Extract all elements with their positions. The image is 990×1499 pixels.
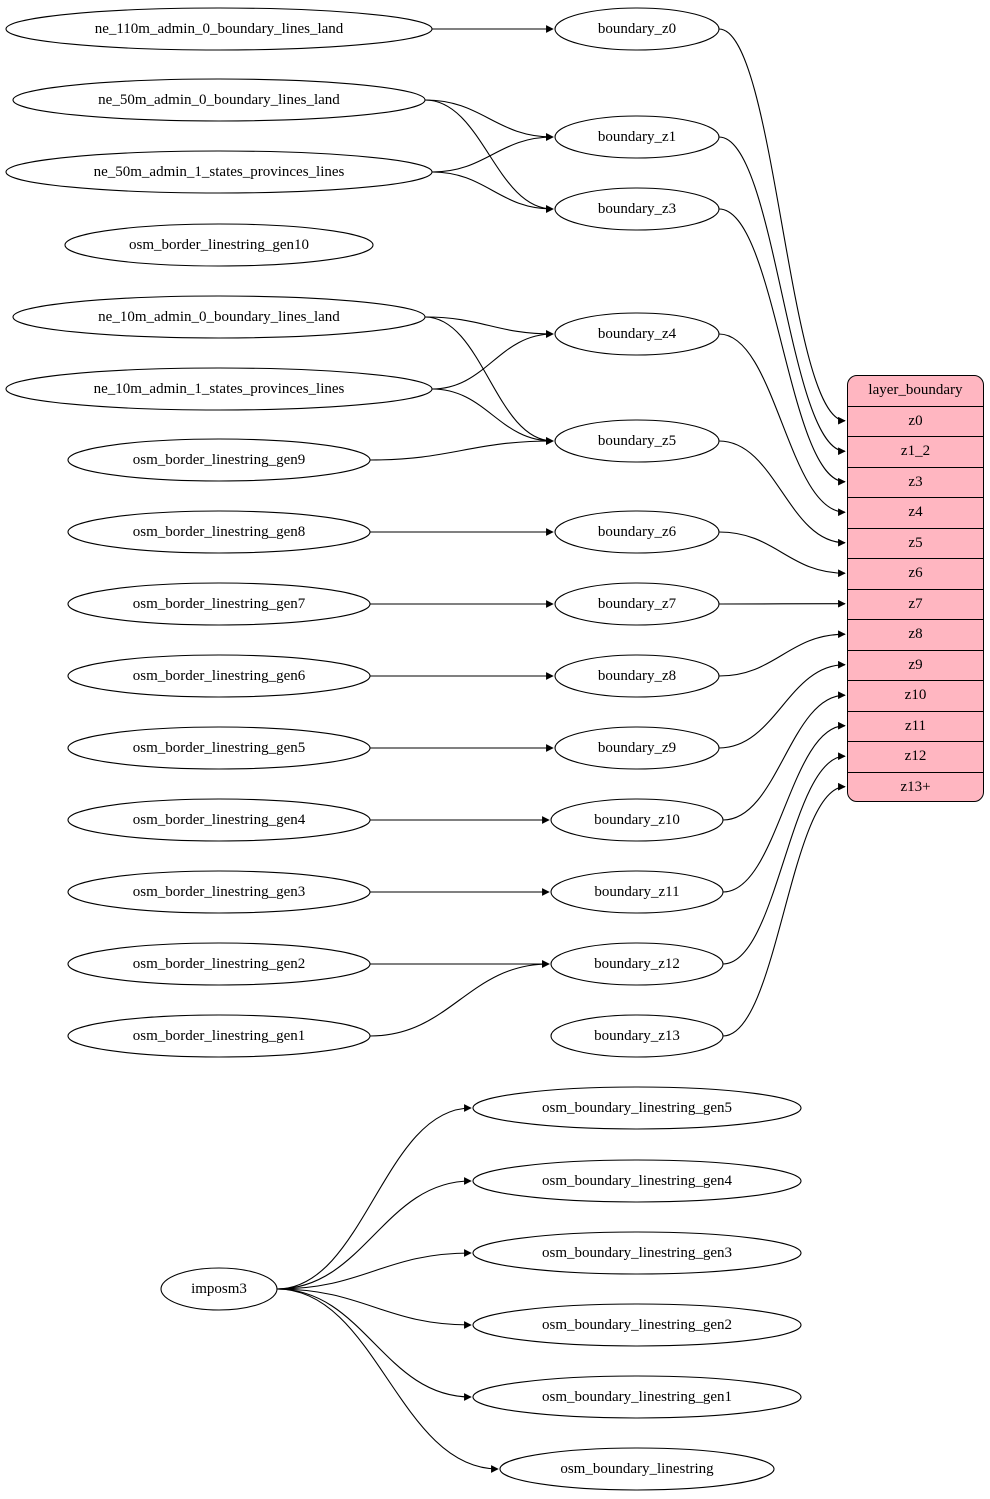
edge-bz8-to-layer_z8 xyxy=(719,634,845,676)
node-ellipse-bz10 xyxy=(551,799,723,841)
layer-row-z6: z6 xyxy=(848,559,983,590)
node-label-ne50s: ne_50m_admin_1_states_provinces_lines xyxy=(93,163,345,180)
node-ellipse-bz8 xyxy=(555,655,719,697)
node-ellipse-gen10 xyxy=(65,224,373,266)
node-label-ob5: osm_boundary_linestring_gen5 xyxy=(542,1099,732,1116)
node-ellipse-gen2 xyxy=(68,943,370,985)
node-label-bz10: boundary_z10 xyxy=(594,811,680,828)
edge-ne50b-to-bz1 xyxy=(425,100,553,137)
node-ellipse-bz12 xyxy=(551,943,723,985)
node-label-bz12: boundary_z12 xyxy=(594,955,680,972)
node-ellipse-gen6 xyxy=(68,655,370,697)
node-ellipse-ob0 xyxy=(500,1448,774,1490)
edge-ne10s-to-bz5 xyxy=(432,389,553,441)
node-shapes xyxy=(6,8,801,1490)
node-label-bz9: boundary_z9 xyxy=(597,739,677,756)
layer-row-z11: z11 xyxy=(848,712,983,743)
layer-row-z5: z5 xyxy=(848,529,983,560)
node-label-ne50b: ne_50m_admin_0_boundary_lines_land xyxy=(98,91,340,108)
node-label-ob3: osm_boundary_linestring_gen3 xyxy=(542,1244,732,1261)
node-label-bz5: boundary_z5 xyxy=(597,432,677,449)
node-ellipse-ob1 xyxy=(473,1376,801,1418)
node-ellipse-imposm3 xyxy=(161,1268,277,1310)
node-label-gen10: osm_border_linestring_gen10 xyxy=(129,236,309,253)
node-ellipse-ob2 xyxy=(473,1304,801,1346)
node-label-bz4: boundary_z4 xyxy=(597,325,677,342)
node-ellipse-ob4 xyxy=(473,1160,801,1202)
node-ellipse-bz1 xyxy=(555,116,719,158)
edge-bz11-to-layer_z11 xyxy=(723,726,845,892)
layer-row-z13+: z13+ xyxy=(900,779,931,796)
node-label-gen6: osm_border_linestring_gen6 xyxy=(132,667,306,684)
edge-ne10b-to-bz5 xyxy=(425,317,553,441)
layer-row-z8: z8 xyxy=(848,620,983,651)
node-label-gen8: osm_border_linestring_gen8 xyxy=(132,523,306,540)
edge-bz0-to-layer_z0 xyxy=(719,29,845,421)
node-ellipse-gen3 xyxy=(68,871,370,913)
edge-bz12-to-layer_z12 xyxy=(723,756,845,964)
node-label-gen3: osm_border_linestring_gen3 xyxy=(132,883,306,900)
layer-row-z12: z12 xyxy=(848,742,983,773)
edge-imposm3-to-ob0 xyxy=(277,1289,498,1469)
edge-bz5-to-layer_z5 xyxy=(719,441,845,543)
edge-gen9-to-bz5 xyxy=(370,441,553,460)
node-ellipse-ne10b xyxy=(13,296,425,338)
layer-row-z9: z9 xyxy=(848,651,983,682)
node-ellipse-gen7 xyxy=(68,583,370,625)
node-ellipse-gen8 xyxy=(68,511,370,553)
layer-row-z0: z0 xyxy=(848,407,983,438)
node-label-bz8: boundary_z8 xyxy=(597,667,677,684)
edge-bz10-to-layer_z10 xyxy=(723,695,845,820)
node-ellipse-ne10s xyxy=(6,368,432,410)
edge-imposm3-to-ob1 xyxy=(277,1289,471,1397)
node-label-bz13: boundary_z13 xyxy=(594,1027,680,1044)
node-label-gen5: osm_border_linestring_gen5 xyxy=(132,739,306,756)
edge-ne10s-to-bz4 xyxy=(432,334,553,389)
edge-bz4-to-layer_z4 xyxy=(719,334,845,512)
node-ellipse-ne50b xyxy=(13,79,425,121)
node-ellipse-bz0 xyxy=(555,8,719,50)
node-label-gen4: osm_border_linestring_gen4 xyxy=(132,811,306,828)
node-ellipse-bz7 xyxy=(555,583,719,625)
node-ellipse-bz4 xyxy=(555,313,719,355)
layer-row-z3: z3 xyxy=(848,468,983,499)
edge-ne50s-to-bz3 xyxy=(432,172,553,209)
node-ellipse-gen9 xyxy=(68,439,370,481)
node-label-ob0: osm_boundary_linestring xyxy=(560,1460,714,1477)
node-label-imposm3: imposm3 xyxy=(191,1280,247,1297)
layer-boundary-table xyxy=(847,375,984,802)
node-label-gen7: osm_border_linestring_gen7 xyxy=(132,595,306,612)
node-label-bz11: boundary_z11 xyxy=(594,883,680,900)
node-label-ob2: osm_boundary_linestring_gen2 xyxy=(542,1316,732,1333)
edge-imposm3-to-ob5 xyxy=(277,1108,471,1289)
node-ellipse-ob5 xyxy=(473,1087,801,1129)
node-label-bz7: boundary_z7 xyxy=(597,595,677,612)
node-ellipse-bz5 xyxy=(555,420,719,462)
node-label-bz0: boundary_z0 xyxy=(597,20,677,37)
node-ellipse-gen4 xyxy=(68,799,370,841)
edge-ne50b-to-bz3 xyxy=(425,100,553,209)
node-ellipse-ob3 xyxy=(473,1232,801,1274)
node-label-bz3: boundary_z3 xyxy=(597,200,677,217)
layer-row-z7: z7 xyxy=(848,590,983,621)
node-label-bz1: boundary_z1 xyxy=(597,128,677,145)
edge-gen1-to-bz12 xyxy=(370,964,549,1036)
node-label-ne110: ne_110m_admin_0_boundary_lines_land xyxy=(94,20,344,37)
edge-imposm3-to-ob4 xyxy=(277,1181,471,1289)
node-label-gen2: osm_border_linestring_gen2 xyxy=(132,955,306,972)
node-ellipse-bz6 xyxy=(555,511,719,553)
node-ellipse-bz3 xyxy=(555,188,719,230)
edge-ne10b-to-bz4 xyxy=(425,317,553,334)
node-ellipse-bz13 xyxy=(551,1015,723,1057)
layer-boundary-title: layer_boundary xyxy=(848,376,983,407)
node-ellipse-gen5 xyxy=(68,727,370,769)
node-label-ne10b: ne_10m_admin_0_boundary_lines_land xyxy=(98,308,340,325)
node-ellipse-ne110 xyxy=(6,8,432,50)
node-label-ne10s: ne_10m_admin_1_states_provinces_lines xyxy=(93,380,345,397)
node-label-gen1: osm_border_linestring_gen1 xyxy=(132,1027,306,1044)
node-label-ob1: osm_boundary_linestring_gen1 xyxy=(542,1388,732,1405)
node-ellipse-gen1 xyxy=(68,1015,370,1057)
layer-row-z4: z4 xyxy=(848,498,983,529)
edge-imposm3-to-ob3 xyxy=(277,1253,471,1289)
layer-row-z10: z10 xyxy=(848,681,983,712)
edge-bz9-to-layer_z9 xyxy=(719,665,845,748)
node-label-bz6: boundary_z6 xyxy=(597,523,677,540)
node-ellipse-bz9 xyxy=(555,727,719,769)
edge-ne50s-to-bz1 xyxy=(432,137,553,172)
node-ellipse-bz11 xyxy=(551,871,723,913)
edge-bz13-to-layer_z13+ xyxy=(723,787,845,1036)
node-label-gen9: osm_border_linestring_gen9 xyxy=(132,451,306,468)
layer-row-z1_2: z1_2 xyxy=(848,437,983,468)
edge-bz3-to-layer_z3 xyxy=(719,209,845,482)
node-label-ob4: osm_boundary_linestring_gen4 xyxy=(542,1172,732,1189)
node-ellipse-ne50s xyxy=(6,151,432,193)
